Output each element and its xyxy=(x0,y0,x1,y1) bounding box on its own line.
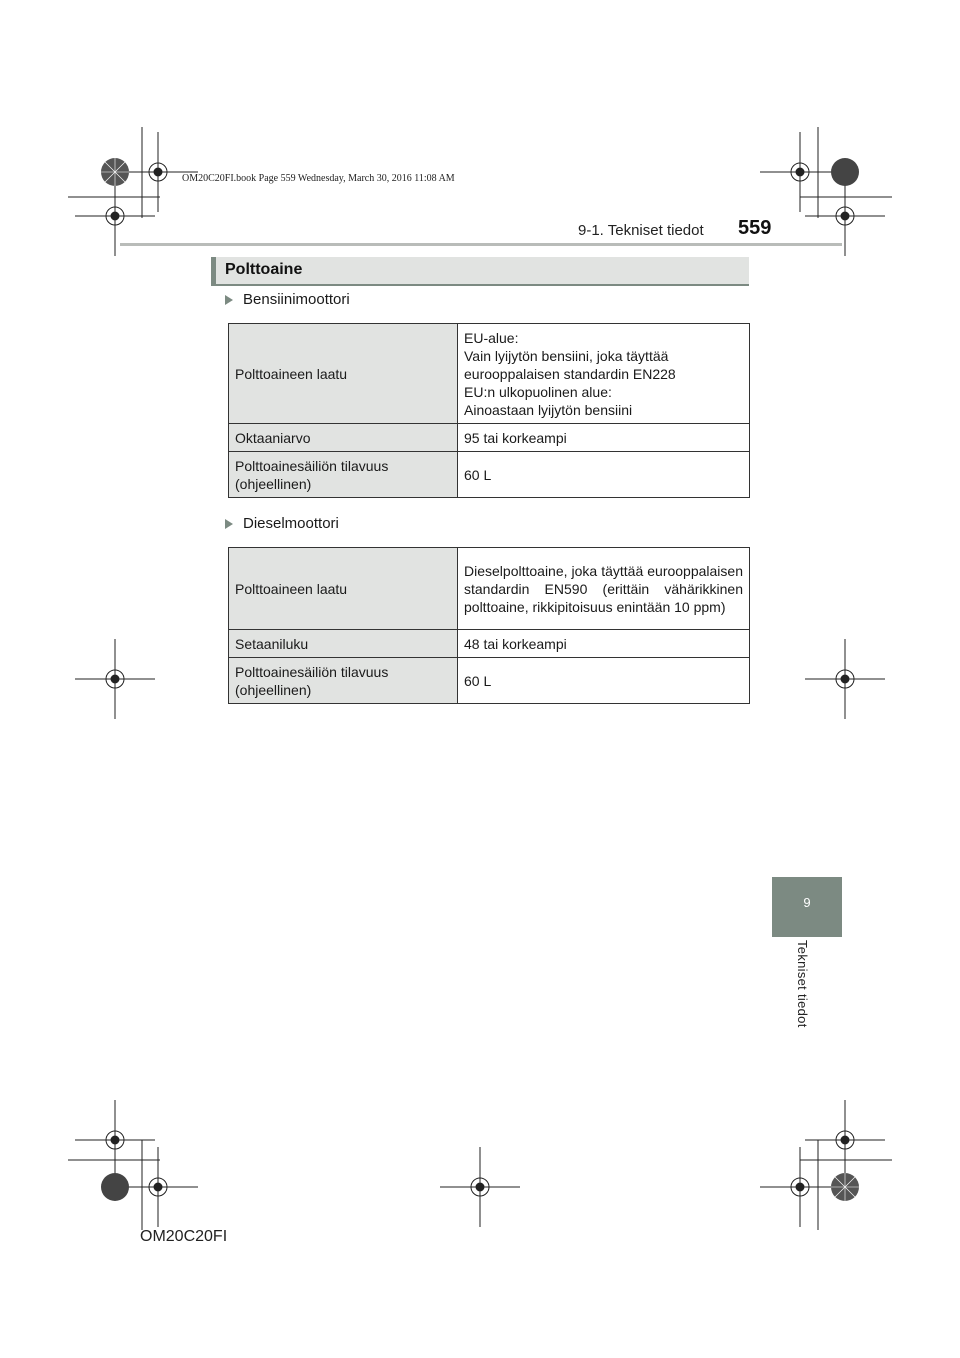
document-code: OM20C20FI xyxy=(140,1228,228,1245)
value-line: eurooppalaisen standardin EN228 xyxy=(464,365,676,382)
tank-capacity-value: 60 L xyxy=(458,452,750,498)
cetane-value: 48 tai korkeampi xyxy=(458,630,750,658)
section-title: Polttoaine xyxy=(225,261,303,278)
header-section-title: 9-1. Tekniset tiedot xyxy=(578,222,704,239)
cetane-label: Setaaniluku xyxy=(229,630,458,658)
value-line: Vain lyijytön bensiini, joka täyttää xyxy=(464,347,669,364)
value-line: EU-alue: xyxy=(464,329,519,346)
value-line: Ainoastaan lyijytön bensiini xyxy=(464,401,633,418)
chapter-tab-label: Tekniset tiedot xyxy=(795,940,810,1028)
label-line: (ohjeellinen) xyxy=(235,475,312,492)
fuel-quality-value: Dieselpolttoaine, joka täyttää eurooppalaisen standardin EN590 (erittäin vähärikkinen polttoaine, rikkipitoisuus enintään 10 ppm) xyxy=(458,548,750,630)
label-line: (ohjeellinen) xyxy=(235,681,312,698)
page-number: 559 xyxy=(738,217,772,239)
petrol-subheading-text: Bensiinimoottori xyxy=(243,291,350,308)
chapter-tab-number: 9 xyxy=(803,895,811,910)
print-info: OM20C20FI.book Page 559 Wednesday, March 30, 2016 11:08 AM xyxy=(182,173,455,184)
fuel-quality-label: Polttoaineen laatu xyxy=(229,548,458,630)
value-line: EU:n ulkopuolinen alue: xyxy=(464,383,612,400)
fuel-quality-label: Polttoaineen laatu xyxy=(229,324,458,424)
tank-capacity-value: 60 L xyxy=(458,658,750,704)
octane-label: Oktaaniarvo xyxy=(229,424,458,452)
octane-value: 95 tai korkeampi xyxy=(458,424,750,452)
label-line: Polttoainesäiliön tilavuus xyxy=(235,663,389,680)
label-line: Polttoainesäiliön tilavuus xyxy=(235,457,389,474)
diesel-subheading-text: Dieselmoottori xyxy=(243,515,339,532)
